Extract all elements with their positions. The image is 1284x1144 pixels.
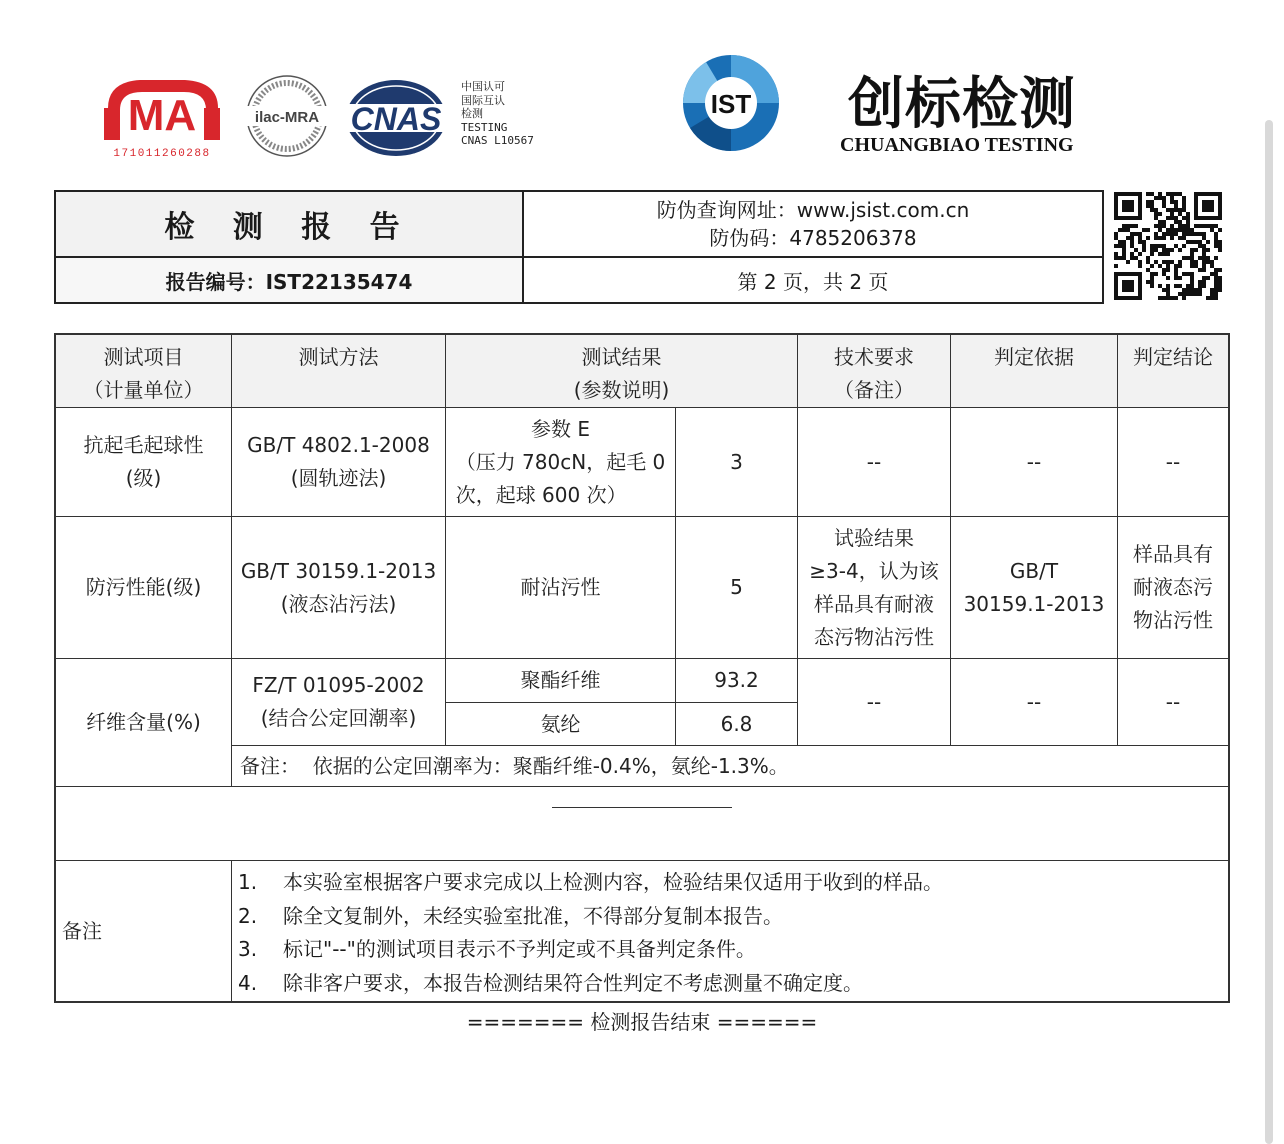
- report-number: 报告编号：IST22135474: [56, 258, 524, 302]
- pilling-item: 抗起毛起球性 (级): [83, 433, 204, 490]
- col-header-conclusion: 判定结论: [1118, 335, 1228, 407]
- cma-number: 171011260288: [113, 148, 211, 160]
- remarks-label: 备注: [62, 918, 102, 943]
- blank-dash-line: [552, 807, 732, 808]
- brand-name-en: CHUANGBIAO TESTING: [840, 134, 1074, 156]
- fiber-method: FZ/T 01095-2002 (结合公定回潮率): [252, 673, 425, 730]
- remark-item: 1. 本实验室根据客户要求完成以上检测内容，检验结果仅适用于收到的样品。: [238, 870, 943, 894]
- fiber-remark: 备注： 依据的公定回潮率为：聚酯纤维-0.4%，氨纶-1.3%。: [240, 753, 789, 778]
- fiber-component-name: 氨纶: [540, 711, 581, 736]
- remarks-list: [238, 866, 943, 1000]
- svg-text:MA: MA: [127, 91, 197, 140]
- pilling-basis: --: [1026, 449, 1042, 474]
- ilac-text: ilac-MRA: [254, 109, 320, 126]
- col-header-item: 测试项目 （计量单位）: [56, 335, 231, 407]
- brand-name-cn: 创标检测: [848, 71, 1076, 137]
- stain-requirement: 试验结果 ≥3-4，认为该 样品具有耐液 态污物沾污性: [809, 525, 939, 649]
- col-header-result: 测试结果 (参数说明): [446, 335, 797, 407]
- fiber-item: 纤维含量(%): [86, 710, 201, 734]
- stain-basis: GB/T 30159.1-2013: [963, 558, 1105, 616]
- cnas-text: CNAS: [350, 101, 442, 137]
- remark-item: 2. 除全文复制外，未经实验室批准，不得部分复制本报告。: [238, 903, 783, 928]
- anti-fake-code: 防伪码：4785206378: [709, 226, 917, 250]
- pilling-param: 参数 E （压力 780cN，起毛 0 次，起球 600 次）: [455, 416, 666, 507]
- fiber-component-value: 6.8: [720, 711, 753, 736]
- ist-text: IST: [710, 89, 752, 119]
- page-indicator: 第 2 页，共 2 页: [737, 269, 889, 294]
- col-header-method: 测试方法: [232, 335, 445, 407]
- stain-method: GB/T 30159.1-2013 (液态沾污法): [240, 558, 437, 616]
- remark-item: 3. 标记"--"的测试项目表示不予判定或不具备判定条件。: [238, 937, 756, 961]
- stain-conclusion: 样品具有 耐液态污 物沾污性: [1133, 542, 1213, 632]
- cnas-caption: 中国认可 国际互认 检测 TESTING CNAS L10567: [461, 80, 534, 147]
- report-end-marker: ======= 检测报告结束 ======: [466, 1010, 818, 1034]
- col-header-requirement: 技术要求 （备注）: [798, 335, 950, 407]
- pilling-conclusion: --: [1165, 449, 1181, 474]
- pilling-requirement: --: [866, 449, 882, 474]
- stain-param: 耐沾污性: [520, 575, 601, 599]
- fiber-component-value: 93.2: [714, 668, 759, 692]
- fiber-component-name: 聚酯纤维: [520, 668, 601, 692]
- fiber-basis: --: [1026, 689, 1042, 714]
- pilling-method: GB/T 4802.1-2008 (圆轨迹法): [247, 433, 430, 490]
- fiber-conclusion: --: [1165, 689, 1181, 714]
- anti-fake-url[interactable]: 防伪查询网址：www.jsist.com.cn: [656, 198, 970, 222]
- remark-item: 4. 除非客户要求，本报告检测结果符合性判定不考虑测量不确定度。: [238, 970, 863, 995]
- col-header-basis: 判定依据: [951, 335, 1117, 407]
- fiber-requirement: --: [866, 689, 882, 714]
- report-title: 检 测 报 告: [56, 192, 524, 258]
- pilling-value: 3: [730, 449, 743, 474]
- stain-item: 防污性能(级): [85, 575, 202, 599]
- stain-value: 5: [730, 575, 743, 599]
